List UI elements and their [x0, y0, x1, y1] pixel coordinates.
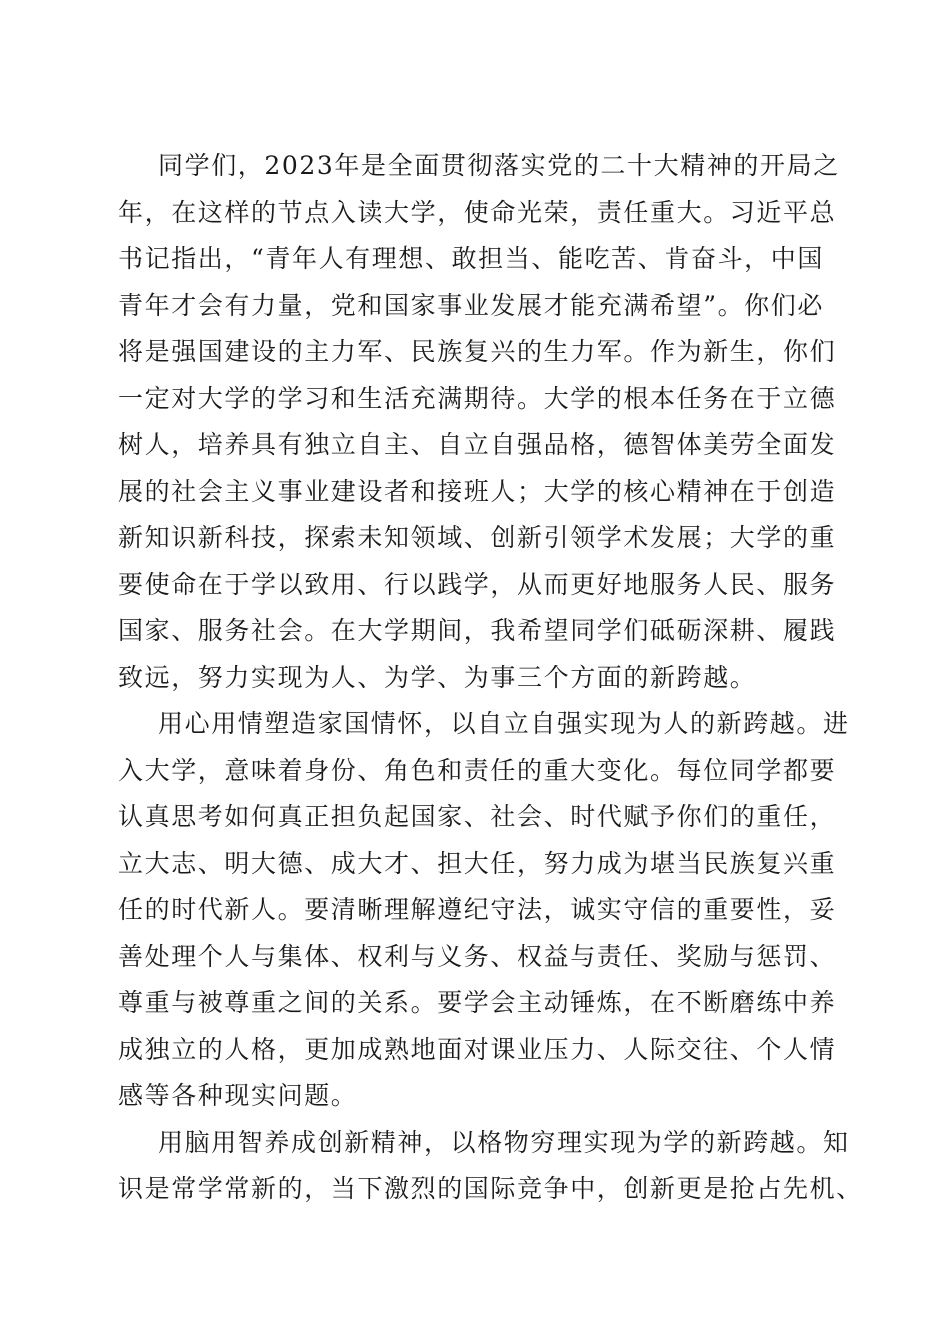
document-body	[118, 143, 863, 1213]
paragraph-for-person	[118, 701, 850, 1120]
text-line: 尊重与被尊重之间的关系。要学会主动锤炼，在不断磨练中养	[118, 988, 837, 1017]
text-line: 致远，努力实现为人、为学、为事三个方面的新跨越。	[118, 662, 757, 692]
text-line: 展的社会主义事业建设者和接班人；大学的核心精神在于创造	[118, 476, 837, 506]
text-line: 同学们，2023年是全面贯彻落实党的二十大精神的开局之	[158, 151, 840, 180]
text-line: 感等各种现实问题。	[118, 1081, 358, 1110]
text-line: 成独立的人格，更加成熟地面对课业压力、人际交往、个人情	[118, 1034, 837, 1064]
text-line: 入大学，意味着身份、角色和责任的重大变化。每位同学都要	[118, 755, 837, 785]
paragraph-opening	[118, 143, 840, 701]
text-line: 书记指出，“青年人有理想、敢担当、能吃苦、肯奋斗，中国	[118, 244, 824, 273]
text-line: 识是常学常新的，当下激烈的国际竞争中，创新更是抢占先机、	[118, 1174, 863, 1203]
text-line: 将是强国建设的主力军、民族复兴的生力军。作为新生，你们	[118, 337, 837, 366]
text-line: 认真思考如何真正担负起国家、社会、时代赋予你们的重任，	[118, 802, 837, 831]
paragraph-for-learning	[118, 1120, 863, 1213]
text-line: 立大志、明大德、成大才、担大任，努力成为堪当民族复兴重	[118, 848, 837, 878]
text-line: 国家、服务社会。在大学期间，我希望同学们砥砺深耕、履践	[118, 616, 837, 645]
text-line: 用脑用智养成创新精神，以格物穷理实现为学的新跨越。知	[158, 1127, 850, 1157]
text-line: 用心用情塑造家国情怀，以自立自强实现为人的新跨越。进	[158, 709, 850, 738]
text-line: 要使命在于学以致用、行以践学，从而更好地服务人民、服务	[118, 569, 837, 599]
text-line: 年，在这样的节点入读大学，使命光荣，责任重大。习近平总	[118, 197, 837, 227]
text-line: 树人，培养具有独立自主、自立自强品格，德智体美劳全面发	[118, 430, 837, 459]
text-line: 任的时代新人。要清晰理解遵纪守法，诚实守信的重要性，妥	[118, 895, 837, 924]
text-line: 青年才会有力量，党和国家事业发展才能充满希望”。你们必	[118, 290, 824, 320]
text-line: 新知识新科技，探索未知领域、创新引领学术发展；大学的重	[118, 523, 837, 552]
text-line: 善处理个人与集体、权利与义务、权益与责任、奖励与惩罚、	[118, 941, 837, 971]
text-line: 一定对大学的学习和生活充满期待。大学的根本任务在于立德	[118, 383, 837, 413]
